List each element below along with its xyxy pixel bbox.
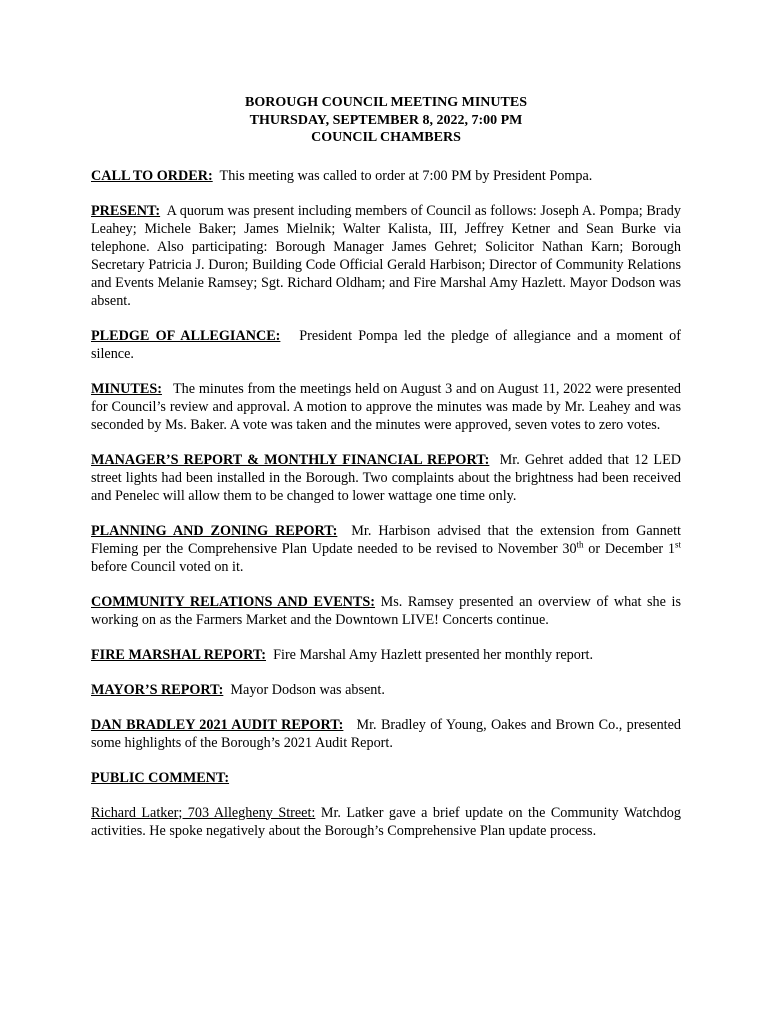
superscript-th: th bbox=[576, 538, 584, 549]
heading-audit-report: DAN BRADLEY 2021 AUDIT REPORT: bbox=[91, 716, 344, 733]
section-audit-report bbox=[91, 716, 681, 752]
heading-call-to-order: CALL TO ORDER: bbox=[91, 167, 213, 184]
text-comment-latker: Mr. Latker gave a brief update on the Community Watchdog activities. He spoke negatively about the Borough’s Comprehensive Plan update process. bbox=[91, 804, 681, 839]
text-present: A quorum was present including members of Council as follows: Joseph A. Pompa; Brady Leahey; Michele Baker; James Mielnik; Walter Kalista, III, Jeffrey Ketner and Sean Burke via telephone. Also participating: Borough Manager James Gehret; Solicitor Nathan Karn; Borough Secretary Patricia J. Duron; Building Code Official Gerald Harbison; Director of Community Relations and Events Melanie Ramsey; Sgt. Richard Oldham; and Fire Marshal Amy Hazlett. Mayor Dodson was absent. bbox=[91, 202, 681, 309]
title-line-1: BOROUGH COUNCIL MEETING MINUTES bbox=[245, 95, 527, 110]
text-community-relations: Ms. Ramsey presented an overview of what she is working on as the Farmers Market and the Downtown LIVE! Concerts continue. bbox=[91, 593, 682, 628]
section-pledge bbox=[91, 327, 681, 363]
heading-mayor-report: MAYOR’S REPORT: bbox=[91, 681, 224, 698]
section-community-relations bbox=[91, 593, 681, 629]
text-audit-report: Mr. Bradley of Young, Oakes and Brown Co., presented some highlights of the Borough’s 2021 Audit Report. bbox=[91, 716, 682, 751]
text-pledge: President Pompa led the pledge of allegiance and a moment of silence. bbox=[91, 327, 681, 362]
section-minutes bbox=[91, 380, 681, 434]
heading-fire-marshal: FIRE MARSHAL REPORT: bbox=[91, 646, 267, 663]
heading-pledge: PLEDGE OF ALLEGIANCE: bbox=[91, 327, 281, 344]
speaker-latker: Richard Latker; 703 Allegheny Street: bbox=[91, 804, 316, 821]
superscript-st: st bbox=[675, 538, 682, 549]
heading-planning-zoning: PLANNING AND ZONING REPORT: bbox=[91, 522, 338, 539]
document-title bbox=[91, 94, 681, 147]
section-call-to-order bbox=[91, 167, 681, 185]
text-planning-zoning-a: Mr. Harbison advised that the extension from Gannett Fleming per the Comprehensive Plan Update needed to be revised to November 30 bbox=[91, 522, 681, 557]
title-line-2: THURSDAY, SEPTEMBER 8, 2022, 7:00 PM bbox=[249, 112, 523, 128]
text-fire-marshal: Fire Marshal Amy Hazlett presented her monthly report. bbox=[273, 646, 594, 663]
section-planning-zoning bbox=[91, 522, 681, 576]
title-line-3: COUNCIL CHAMBERS bbox=[311, 130, 461, 145]
section-present bbox=[91, 202, 681, 310]
text-minutes: The minutes from the meetings held on August 3 and on August 11, 2022 were presented for Council’s review and approval. A motion to approve the minutes was made by Mr. Leahey and was seconded by Ms. Baker. A vote was taken and the minutes were approved, seven votes to zero votes. bbox=[91, 380, 681, 433]
minutes-page bbox=[91, 94, 681, 857]
heading-manager-report: MANAGER’S REPORT & MONTHLY FINANCIAL REPORT: bbox=[91, 451, 490, 468]
heading-community-relations: COMMUNITY RELATIONS AND EVENTS: bbox=[91, 593, 375, 610]
text-manager-report: Mr. Gehret added that 12 LED street lights had been installed in the Borough. Two complaints about the brightness had been received and Penelec will allow them to be changed to lower wattage one time only. bbox=[91, 451, 681, 504]
section-fire-marshal bbox=[91, 646, 681, 664]
text-call-to-order: This meeting was called to order at 7:00 PM by President Pompa. bbox=[219, 167, 593, 184]
text-planning-zoning-c: before Council voted on it. bbox=[91, 558, 244, 575]
section-public-comment bbox=[91, 769, 681, 787]
heading-present: PRESENT: bbox=[91, 202, 161, 219]
text-mayor-report: Mayor Dodson was absent. bbox=[230, 681, 385, 698]
heading-minutes: MINUTES: bbox=[91, 380, 162, 397]
section-comment-latker bbox=[91, 804, 681, 840]
section-mayor-report bbox=[91, 681, 681, 699]
heading-public-comment: PUBLIC COMMENT: bbox=[91, 769, 230, 786]
section-manager-report bbox=[91, 451, 681, 505]
text-planning-zoning-b: or December 1 bbox=[583, 540, 675, 557]
